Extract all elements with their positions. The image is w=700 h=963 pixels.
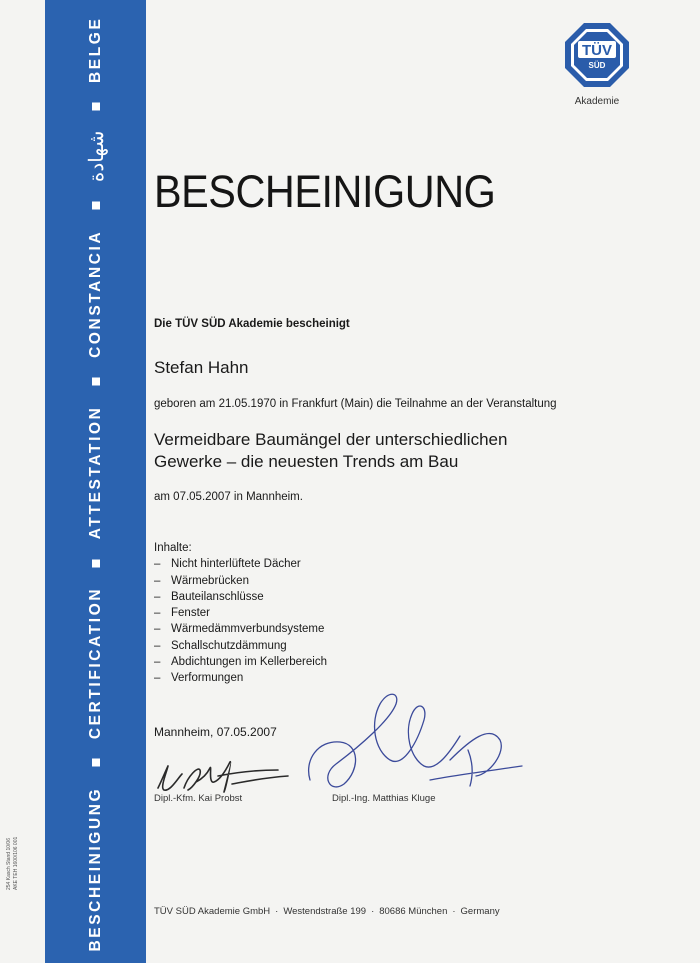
print-code — [6, 837, 20, 890]
band-separator — [92, 559, 100, 567]
band-separator — [92, 103, 100, 111]
footer-city: 80686 München — [379, 906, 448, 917]
tuv-sud-logo — [564, 22, 630, 88]
footer-street: Westendstraße 199 — [283, 906, 367, 917]
certificate-title: BESCHEINIGUNG — [154, 166, 496, 217]
svg-text:TÜV: TÜV — [582, 42, 612, 59]
band-multilingual-text — [81, 17, 111, 952]
event-title-line: Gewerke – die neuesten Trends am Bau — [154, 452, 459, 471]
svg-text:SÜD: SÜD — [588, 61, 606, 70]
band-word-bescheinigung: BESCHEINIGUNG — [87, 786, 104, 952]
intro-line: Die TÜV SÜD Akademie bescheinigt — [154, 318, 350, 330]
place-and-date: Mannheim, 07.05.2007 — [154, 725, 277, 739]
band-separator — [92, 759, 100, 767]
footer-address: TÜV SÜD Akademie GmbH · Westendstraße 199 · 80686 München · Germany — [154, 906, 500, 917]
logo-caption: Akademie — [574, 96, 620, 107]
footer-company: TÜV SÜD Akademie GmbH — [154, 906, 271, 917]
band-separator — [92, 202, 100, 210]
contents-label: Inhalte: — [154, 542, 192, 554]
list-item: – Wärmedämmverbundsysteme — [154, 621, 327, 637]
band-word-attestation: ATTESTATION — [87, 405, 104, 540]
event-title — [154, 429, 574, 473]
list-item: – Nicht hinterlüftete Dächer — [154, 556, 327, 572]
band-word-certification: CERTIFICATION — [87, 586, 104, 740]
band-word-constancia: CONSTANCIA — [87, 229, 104, 358]
footer-country: Germany — [460, 906, 500, 917]
band-separator — [92, 378, 100, 386]
signer-right-name: Dipl.-Ing. Matthias Kluge — [332, 793, 436, 804]
list-item: – Schallschutzdämmung — [154, 638, 327, 654]
band-word-belge: BELGE — [87, 16, 104, 84]
event-title-line: Vermeidbare Baumängel der unterschiedlichen — [154, 430, 508, 449]
list-item: – Verformungen — [154, 670, 327, 686]
print-code-line: AKE TEH 1600/106 001 — [13, 836, 19, 890]
contents-list — [154, 556, 327, 686]
left-blue-band — [45, 0, 146, 963]
event-date: am 07.05.2007 in Mannheim. — [154, 491, 303, 503]
list-item: – Wärmebrücken — [154, 573, 327, 589]
list-item: – Bauteilanschlüsse — [154, 589, 327, 605]
recipient-name: Stefan Hahn — [154, 358, 249, 377]
list-item: – Abdichtungen im Kellerbereich — [154, 654, 327, 670]
signature-right — [300, 680, 525, 800]
contents-section — [154, 540, 327, 687]
birth-line: geboren am 21.05.1970 in Frankfurt (Main) die Teilnahme an der Veranstaltung — [154, 398, 557, 410]
signer-left-name: Dipl.-Kfm. Kai Probst — [154, 793, 243, 804]
band-word-arabic: شهادة — [85, 130, 108, 183]
print-code-line: 254 Kasch Stand 10/06 — [6, 838, 12, 890]
list-item: – Fenster — [154, 605, 327, 621]
